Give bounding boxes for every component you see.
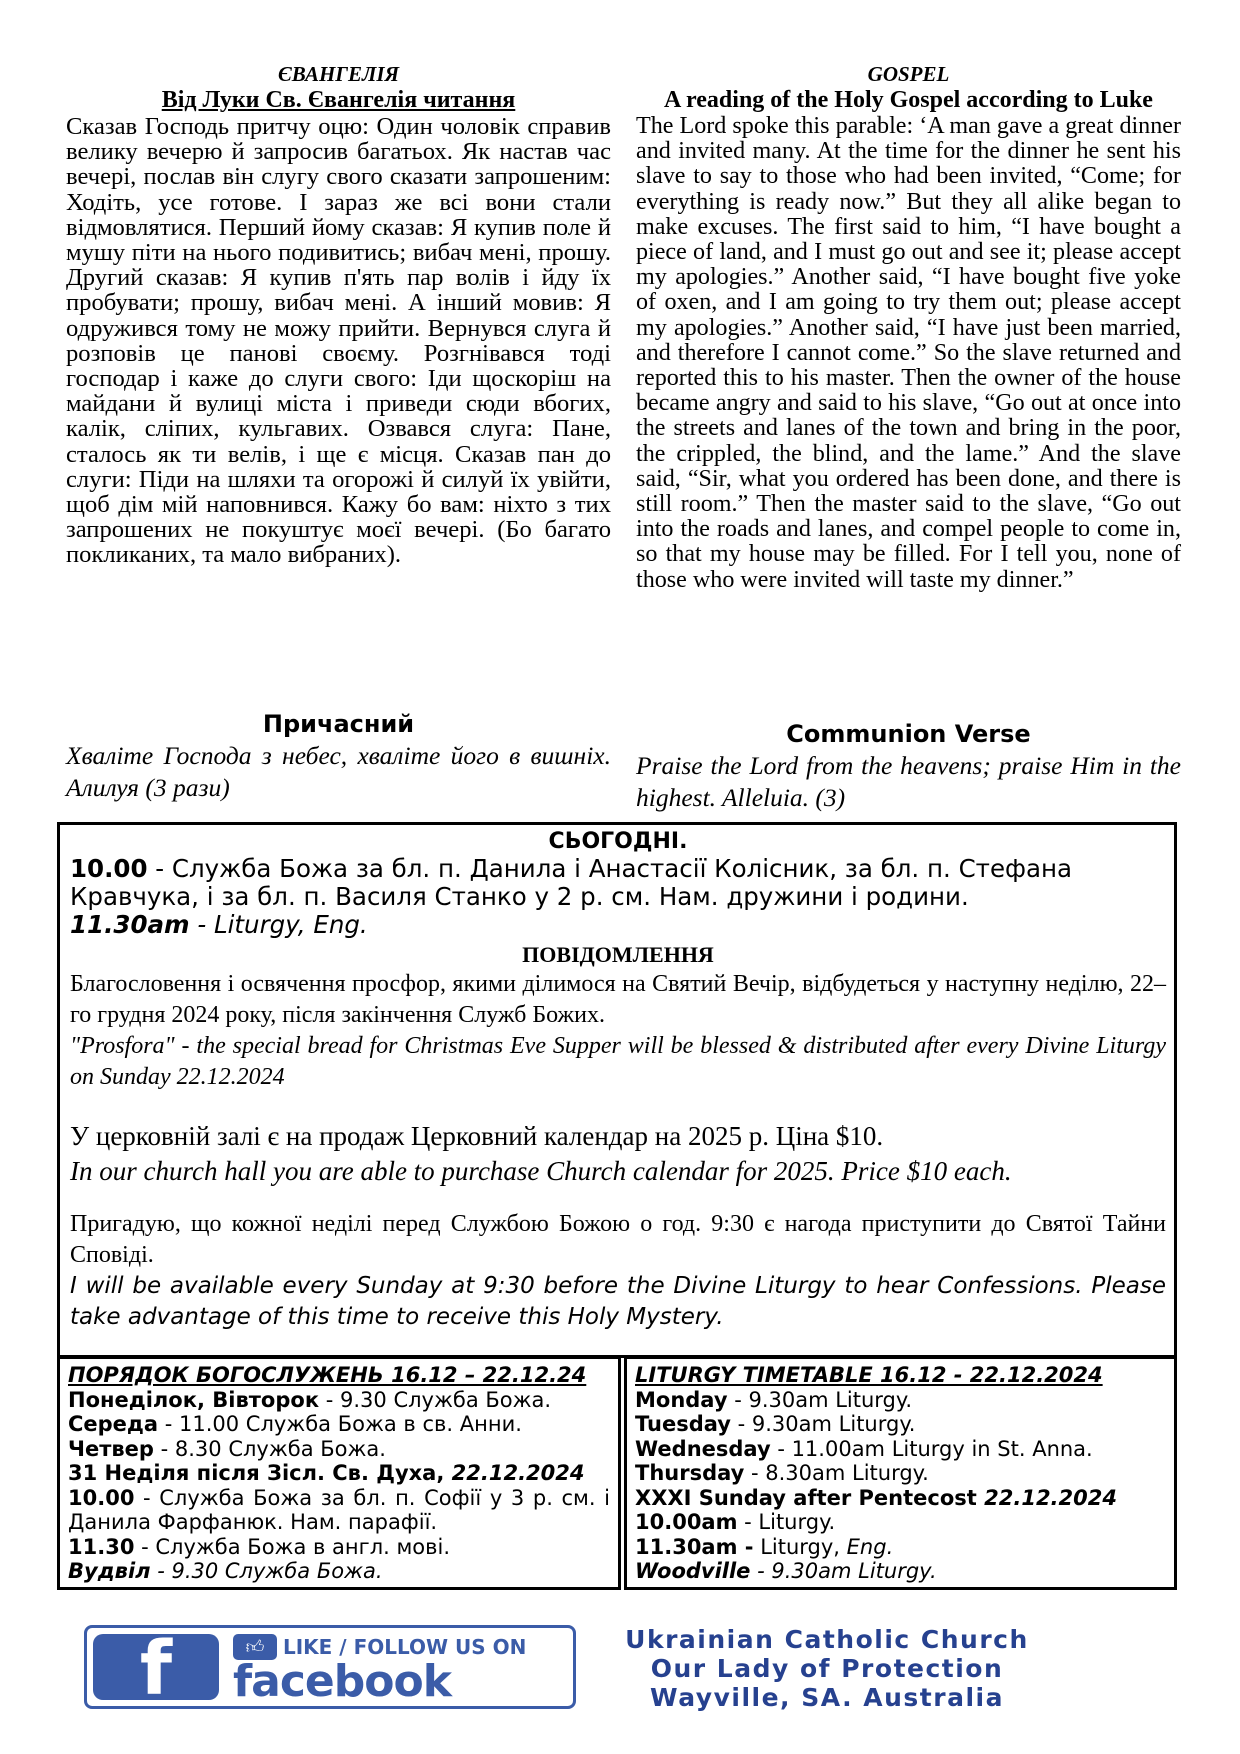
timetable-uk-day: Понеділок, Вівторок	[68, 1387, 320, 1412]
today-service-2	[70, 911, 1166, 939]
facebook-wordmark: facebook	[233, 1656, 451, 1707]
timetable-en	[624, 1356, 1177, 1590]
timetable-en-row	[635, 1461, 1166, 1486]
gospel-uk-subtitle: Від Луки Св. Євангелія читання	[161, 87, 516, 113]
timetable-en-sunday	[635, 1486, 1166, 1511]
timetable-en-entry: - 11.00am Liturgy in St. Anna.	[770, 1436, 1093, 1461]
timetable-uk-sunday-service-1	[68, 1486, 610, 1535]
timetable-uk-row	[68, 1412, 610, 1437]
calendar-uk: У церковній залі є на продаж Церковний календар на 2025 р. Ціна $10.	[70, 1121, 884, 1151]
gospel-en-label: GOSPEL	[867, 62, 950, 86]
gospel-en-text: The Lord spoke this parable: ‘A man gave a great dinner and invited many. At the time for the dinner he sent his slave to say to those who had been invited, “Come; for everything is ready now.” But they all alike began to make excuses. The first said to him, “I have bought a piece of land, and I must go out and see it; please accept my apologies.” Another said, “I have bought five yoke of oxen, and I am going to try them out; please accept my apologies.” Another said, “I have just been married, and therefore I cannot come.” So the slave returned and reported this to his master. Then the owner of the house became angry and said to his slave, “Go out at once into the streets and lanes of the town and bring in the poor, the crippled, the blind, and the lame.” And the slave said, “Sir, what you ordered has been done, and there is still room.” Then the master said to the slave, “Go out into the roads and lanes, and compel people to come in, so that my house may be filled. For I tell you, none of those who were invited will taste my dinner.”	[636, 113, 1181, 593]
communion-uk-title: Причасний	[262, 710, 415, 738]
confession-uk: Пригадую, що кожної неділі перед Службою Божою о год. 9:30 є нагода приступити до Святої Тайни Сповіді.	[70, 1211, 1166, 1268]
facebook-badge[interactable]	[84, 1625, 576, 1712]
today-title: СЬОГОДНІ.	[548, 829, 688, 854]
timetable-en-row	[635, 1437, 1166, 1462]
timetable-en-entry: - 9.30am Liturgy.	[727, 1387, 912, 1412]
timetable-uk-row	[68, 1388, 610, 1413]
timetable-en-sunday-service-2	[635, 1535, 1166, 1560]
timetable-en-entry: - 8.30am Liturgy.	[744, 1461, 929, 1485]
gospel-en-subtitle: A reading of the Holy Gospel according to Luke	[664, 87, 1153, 113]
footer	[84, 1625, 1084, 1715]
announcements-title: ПОВІДОМЛЕННЯ	[522, 942, 714, 967]
gospel-uk-label: ЄВАНГЕЛІЯ	[277, 62, 400, 86]
timetable-uk-woodville	[68, 1559, 610, 1584]
gospel-uk-text: Сказав Господь притчу оцю: Один чоловік справив велику вечерю й запросив багатьох. Як настав час вечері, послав він слугу свого сказати запрошеним: Ходіть, усе готове. І зараз же всі вони стали відмовлятися. Перший йому сказав: Я купив поле й мушу піти на нього подивитись; вибач мені, прошу. Другий сказав: Я купив п'ять пар волів і йду їх пробувати; прошу, вибач мені. А інший мовив: Я одружився тому не можу прийти. Вернувся слуга й розповів це панові своєму. Розгнівався тоді господар і каже до слуги свого: Іди щоскоріш на майдани й вулиці міста і приведи сюди вбогих, калік, сліпих, кульгавих. Озвався слуга: Пане, сталось як ти велів, і ще є місця. Сказав пан до слуги: Піди на шляхи та огорожі й силуй їх увійти, щоб дім мій наповнився. Кажу бо вам: ніхто з тих запрошених не покуштує моєї вечері. (Бо багато покликаних, та мало вибраних).	[66, 113, 611, 569]
timetable-uk-row	[68, 1437, 610, 1462]
timetable-en-woodville-label: Woodville	[635, 1559, 751, 1583]
prosfora-en: "Prosfora" - the special bread for Christmas Eve Supper will be blessed & distributed after every Divine Liturgy on Sunday 22.12.2024	[70, 1033, 1166, 1090]
gospel-en-column	[636, 62, 1181, 593]
timetable-en-day: Monday	[635, 1387, 728, 1412]
timetable-en-day: Tuesday	[635, 1412, 731, 1436]
timetable-uk-sun2-time: 11.30	[68, 1534, 135, 1559]
timetable-en-row	[635, 1388, 1166, 1413]
confession-en: I will be available every Sunday at 9:30 before the Divine Liturgy to hear Confessions. Please take advantage of this time to receive this Holy Mystery.	[70, 1273, 1166, 1330]
timetable-en-day: Thursday	[635, 1461, 745, 1485]
timetable-uk-sunday	[68, 1461, 610, 1486]
timetable-en-sunday-date: 22.12.2024	[984, 1485, 1117, 1510]
communion-uk-text: Хваліте Господа з небес, хваліте його в вишніх. Алилуя (3 рази)	[66, 741, 611, 802]
gospel-uk-column	[66, 62, 611, 568]
calendar-en: In our church hall you are able to purchase Church calendar for 2025. Price $10 each.	[70, 1156, 1012, 1186]
today-text-1: - Служба Божа за бл. п. Данила і Анастасії Колісник, за бл. п. Стефана Кравчука, і за бл. п. Василя Станко у 2 р. см. Нам. дружини і родини.	[70, 854, 1073, 911]
timetable-en-sun1-time: 10.00am	[635, 1510, 738, 1534]
timetable-uk-sunday-service-2	[68, 1535, 610, 1560]
prosfora-uk: Благословення і освячення просфор, якими ділимося на Святий Вечір, відбудеться у наступну неділю, 22–го грудня 2024 року, після закінчення Служб Божих.	[70, 971, 1166, 1028]
communion-en	[636, 718, 1181, 814]
timetable-en-entry: - 9.30am Liturgy.	[730, 1412, 916, 1436]
timetable-en-title: LITURGY TIMETABLE 16.12 - 22.12.2024	[635, 1363, 1103, 1387]
communion-en-text: Praise the Lord from the heavens; praise Him in the highest. Alleluia. (3)	[636, 751, 1181, 812]
church-line-2: Our Lady of Protection	[650, 1654, 1004, 1683]
timetable-en-woodville-text: - 9.30am Liturgy.	[750, 1559, 937, 1583]
timetable-uk-sun1-time: 10.00	[68, 1485, 135, 1510]
timetable-uk-sunday-date: 22.12.2024	[451, 1461, 585, 1485]
church-line-3: Wayville, SA. Australia	[650, 1683, 1004, 1712]
timetable-en-sun2-lang: Eng.	[846, 1534, 894, 1559]
timetable-en-sun2-time: 11.30am -	[635, 1534, 754, 1559]
today-time-2: 11.30am	[70, 910, 190, 939]
timetable-uk-sunday-label: 31 Неділя після Зісл. Св. Духа,	[68, 1461, 452, 1485]
timetable-en-sun2-text: Liturgy,	[753, 1534, 847, 1559]
church-name	[592, 1625, 1062, 1712]
timetable-uk-sun1-text: - Служба Божа за бл. п. Софії у 3 р. см. і Данила Фарфанюк. Нам. парафії.	[68, 1485, 610, 1534]
timetable-uk	[57, 1356, 621, 1590]
notices-box	[57, 822, 1177, 1358]
timetable-uk-woodville-label: Вудвіл	[68, 1559, 151, 1583]
timetable-uk-entry: - 9.30 Служба Божа.	[319, 1387, 552, 1412]
today-text-2: - Liturgy, Eng.	[189, 910, 368, 939]
timetable-en-sun1-text: - Liturgy.	[737, 1510, 836, 1534]
timetable-uk-woodville-text: - 9.30 Служба Божа.	[150, 1559, 383, 1583]
timetable-uk-entry: - 8.30 Служба Божа.	[153, 1436, 386, 1461]
timetable-en-sunday-service-1	[635, 1510, 1166, 1535]
timetable-uk-day: Четвер	[68, 1436, 154, 1461]
timetable-en-day: Wednesday	[635, 1436, 771, 1461]
facebook-like-text: LIKE / FOLLOW US ON	[283, 1635, 527, 1659]
timetable-en-row	[635, 1412, 1166, 1437]
today-service-1	[70, 855, 1166, 911]
facebook-logo-icon: f	[93, 1634, 219, 1700]
communion-uk	[66, 708, 611, 804]
timetable-en-woodville	[635, 1559, 1166, 1584]
communion-en-title: Communion Verse	[786, 720, 1031, 748]
timetable-uk-title: ПОРЯДОК БОГОСЛУЖЕНЬ 16.12 – 22.12.24	[68, 1363, 587, 1387]
church-line-1: Ukrainian Catholic Church	[625, 1625, 1029, 1654]
timetable-uk-day: Середа	[68, 1412, 159, 1436]
thumbs-up-icon: 👍︎	[233, 1634, 277, 1660]
timetable-uk-entry: - 11.00 Служба Божа в св. Анни.	[158, 1412, 522, 1436]
timetable-en-sunday-label: XXXI Sunday after Pentecost	[635, 1485, 985, 1510]
timetable-uk-sun2-text: - Служба Божа в англ. мові.	[134, 1534, 451, 1559]
today-time-1: 10.00	[70, 854, 148, 883]
